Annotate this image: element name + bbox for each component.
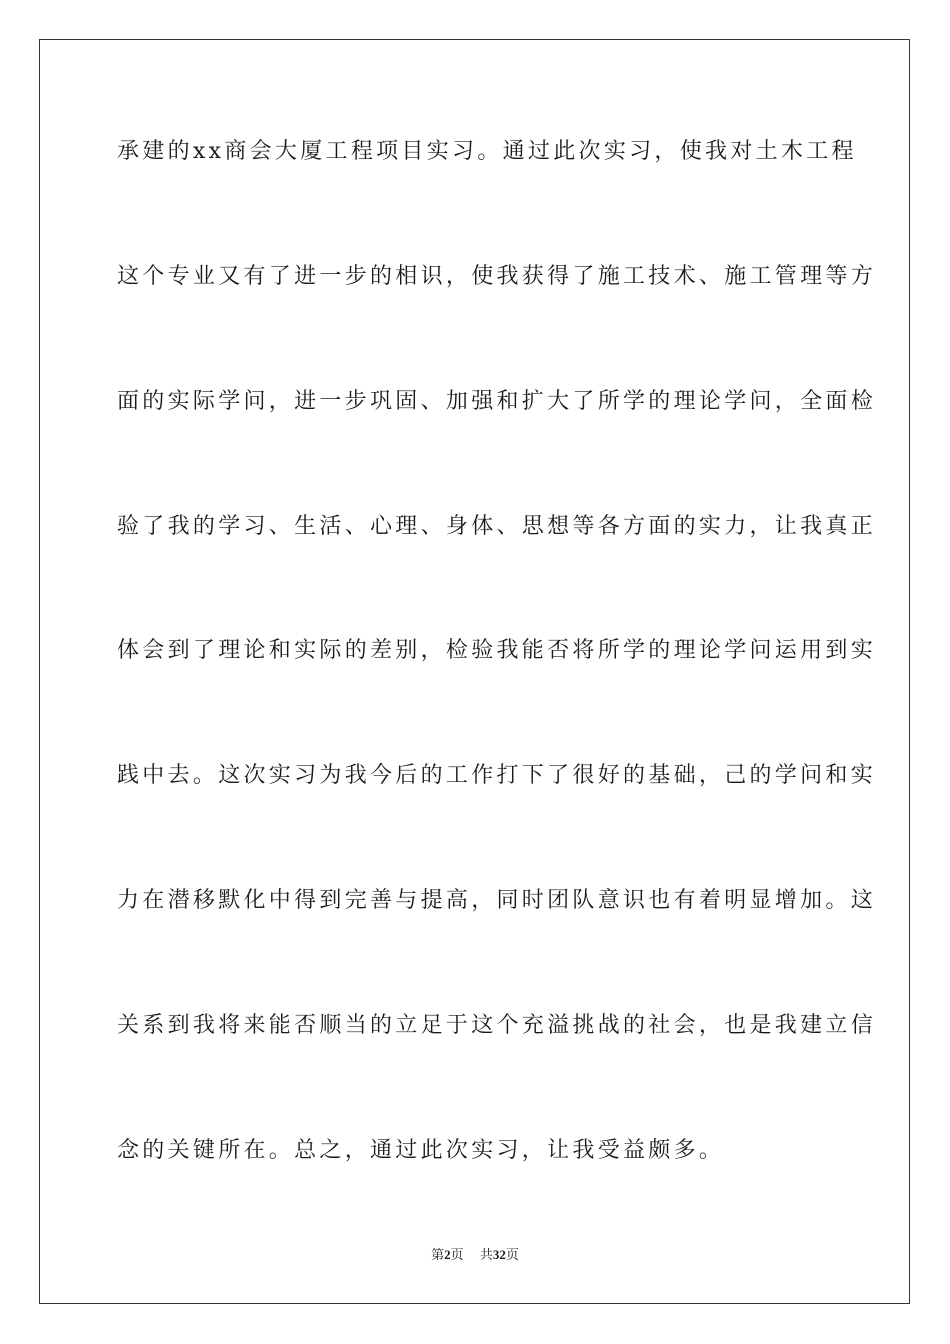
page-number-label: [431, 1246, 464, 1265]
body-text-line-8: 关系到我将来能否顺当的立足于这个充溢挑战的社会，也是我建立信: [117, 1013, 877, 1038]
page-prefix: 第: [431, 1248, 445, 1263]
body-text-line-6: 践中去。这次实习为我今后的工作打下了很好的基础，己的学问和实: [117, 763, 877, 788]
page-suffix: 页: [450, 1248, 464, 1263]
page-number: 2: [444, 1247, 451, 1262]
page-frame: [39, 39, 910, 1304]
total-pages-label: [480, 1246, 519, 1265]
body-text-line-2: 这个专业又有了进一步的相识，使我获得了施工技术、施工管理等方: [117, 264, 877, 289]
body-text-line-7: 力在潜移默化中得到完善与提高，同时团队意识也有着明显增加。这: [117, 888, 877, 913]
total-pages: 32: [492, 1247, 506, 1262]
total-prefix: 共: [479, 1248, 493, 1263]
body-text-line-3: 面的实际学问，进一步巩固、加强和扩大了所学的理论学问，全面检: [117, 389, 877, 414]
page-footer: [0, 1246, 950, 1265]
body-text-line-1: 承建的xx商会大厦工程项目实习。通过此次实习，使我对土木工程: [117, 139, 857, 164]
total-suffix: 页: [505, 1248, 519, 1263]
body-text-line-5: 体会到了理论和实际的差别，检验我能否将所学的理论学问运用到实: [117, 638, 877, 663]
body-text-line-4: 验了我的学习、生活、心理、身体、思想等各方面的实力，让我真正: [117, 514, 877, 539]
body-text-line-9: 念的关键所在。总之，通过此次实习，让我受益颇多。: [117, 1138, 725, 1163]
